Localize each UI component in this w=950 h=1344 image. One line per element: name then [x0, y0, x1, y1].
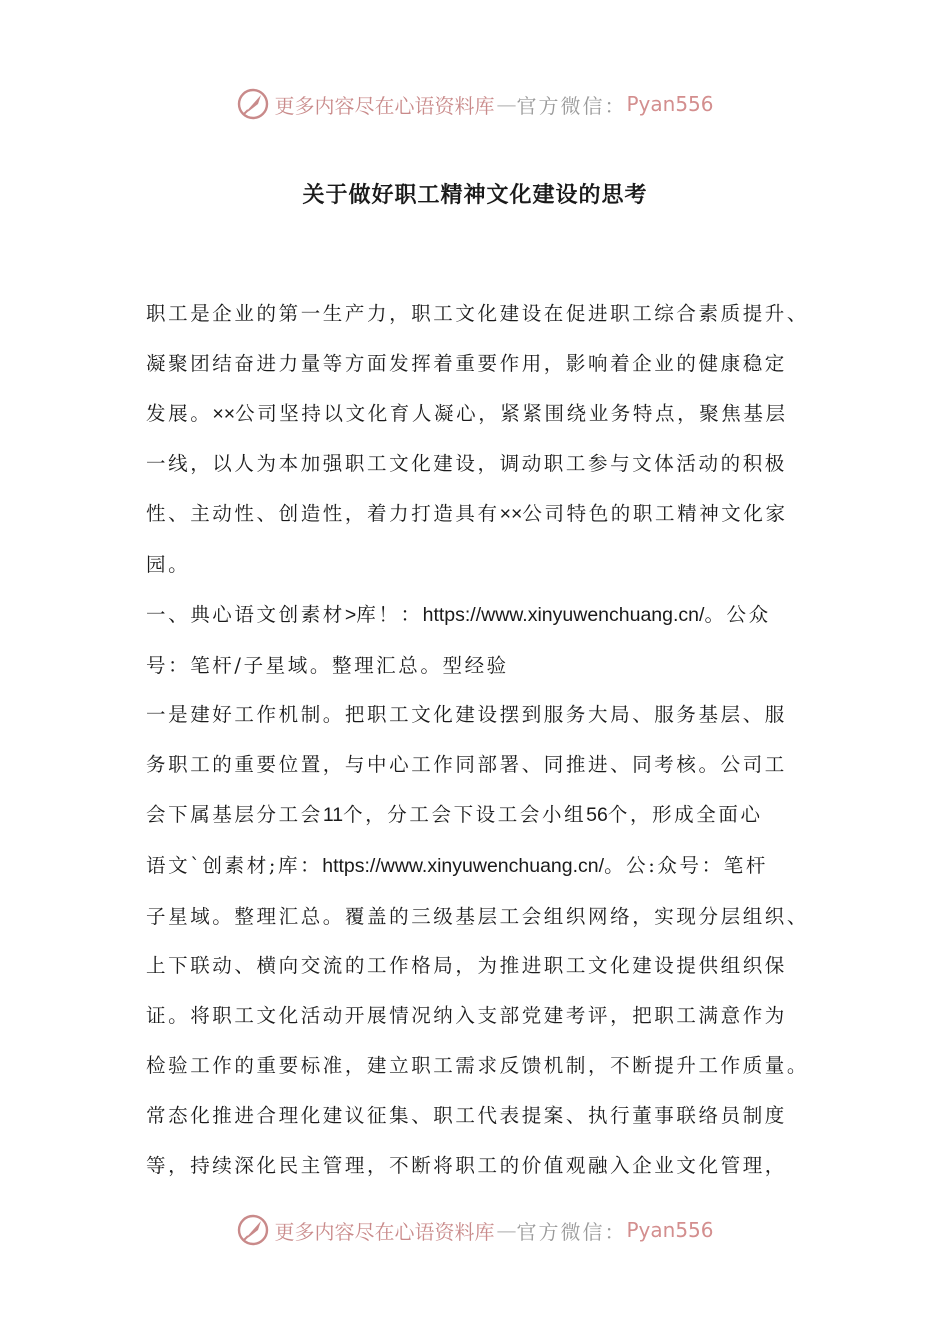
text-run: 。公:众号：笔杆 [604, 853, 768, 877]
quill-logo-icon [236, 87, 270, 121]
text-line: 上下联动、横向交流的工作格局，为推进职工文化建设提供组织保 [146, 954, 787, 978]
paragraph-mechanism [146, 690, 826, 1190]
banner-official-label: 官方微信： [516, 1219, 627, 1244]
header-watermark-banner [0, 82, 950, 126]
text-line: 等，持续深化民主管理，不断将职工的价值观融入企业文化管理， [146, 1153, 787, 1177]
text-line: 证。将职工文化活动开展情况纳入支部党建考评，把职工满意作为 [146, 1004, 787, 1028]
text-line: 园。 [146, 552, 191, 576]
text-run: 56 [586, 803, 608, 826]
document-body [146, 289, 826, 1190]
text-line: 常态化推进合理化建议征集、职工代表提案、执行董事联络员制度 [146, 1103, 787, 1127]
text-run: 语文`创素材;库： [146, 853, 323, 877]
text-run: 库！： [356, 602, 423, 626]
text-run: 发展。 [146, 401, 213, 425]
text-run: 会下属基层分工会 [146, 802, 323, 826]
text-line: 凝聚团结奋进力量等方面发挥着重要作用，影响着企业的健康稳定 [146, 351, 787, 375]
url-text: https://www.xinyuwenchuang.cn/ [422, 603, 705, 626]
banner-separator: — [496, 92, 515, 116]
text-run: > [344, 603, 357, 626]
quill-logo-icon [236, 1213, 270, 1247]
banner-wechat-id: Pyan556 [626, 1218, 714, 1242]
banner-wechat-id: Pyan556 [626, 92, 714, 116]
text-run: ×× [212, 402, 236, 425]
paragraph-intro [146, 289, 826, 590]
text-run: 。公众 [704, 602, 771, 626]
url-text: https://www.xinyuwenchuang.cn/ [322, 854, 605, 877]
banner-brand: 更多内容尽在心语资料库 [274, 93, 495, 118]
text-run: 公司特色的职工精神文化家 [522, 502, 788, 526]
paragraph-section-heading [146, 590, 826, 691]
text-run: ×× [499, 503, 523, 526]
text-line: 一线，以人为本加强职工文化建设，调动职工参与文体活动的积极 [146, 452, 787, 476]
text-run: 个，形成全面心 [607, 802, 763, 826]
text-line: 务职工的重要位置，与中心工作同部署、同推进、同考核。公司工 [146, 753, 787, 777]
document-title: 关于做好职工精神文化建设的思考 [302, 182, 648, 208]
text-run: 一、典心语文创素材 [146, 602, 345, 626]
banner-separator: — [496, 1218, 515, 1242]
text-line: 一是建好工作机制。把职工文化建设摆到服务大局、服务基层、服 [146, 703, 787, 727]
text-run: 公司坚持以文化育人凝心，紧紧围绕业务特点，聚焦基层 [235, 401, 788, 425]
text-run: 11 [322, 803, 344, 826]
text-run: 性、主动性、创造性，着力打造具有 [146, 502, 500, 526]
text-run: 个，分工会下设工会小组 [343, 802, 587, 826]
banner-official-label: 官方微信： [516, 93, 627, 118]
footer-watermark-banner [0, 1208, 950, 1252]
banner-brand: 更多内容尽在心语资料库 [274, 1219, 495, 1244]
text-line: 检验工作的重要标准，建立职工需求反馈机制，不断提升工作质量。 [146, 1053, 810, 1077]
text-line: 职工是企业的第一生产力，职工文化建设在促进职工综合素质提升、 [146, 302, 810, 325]
text-line: 子星域。整理汇总。覆盖的三级基层工会组织网络，实现分层组织、 [146, 904, 810, 928]
text-line: 号：笔杆/子星域。整理汇总。型经验 [146, 653, 509, 677]
